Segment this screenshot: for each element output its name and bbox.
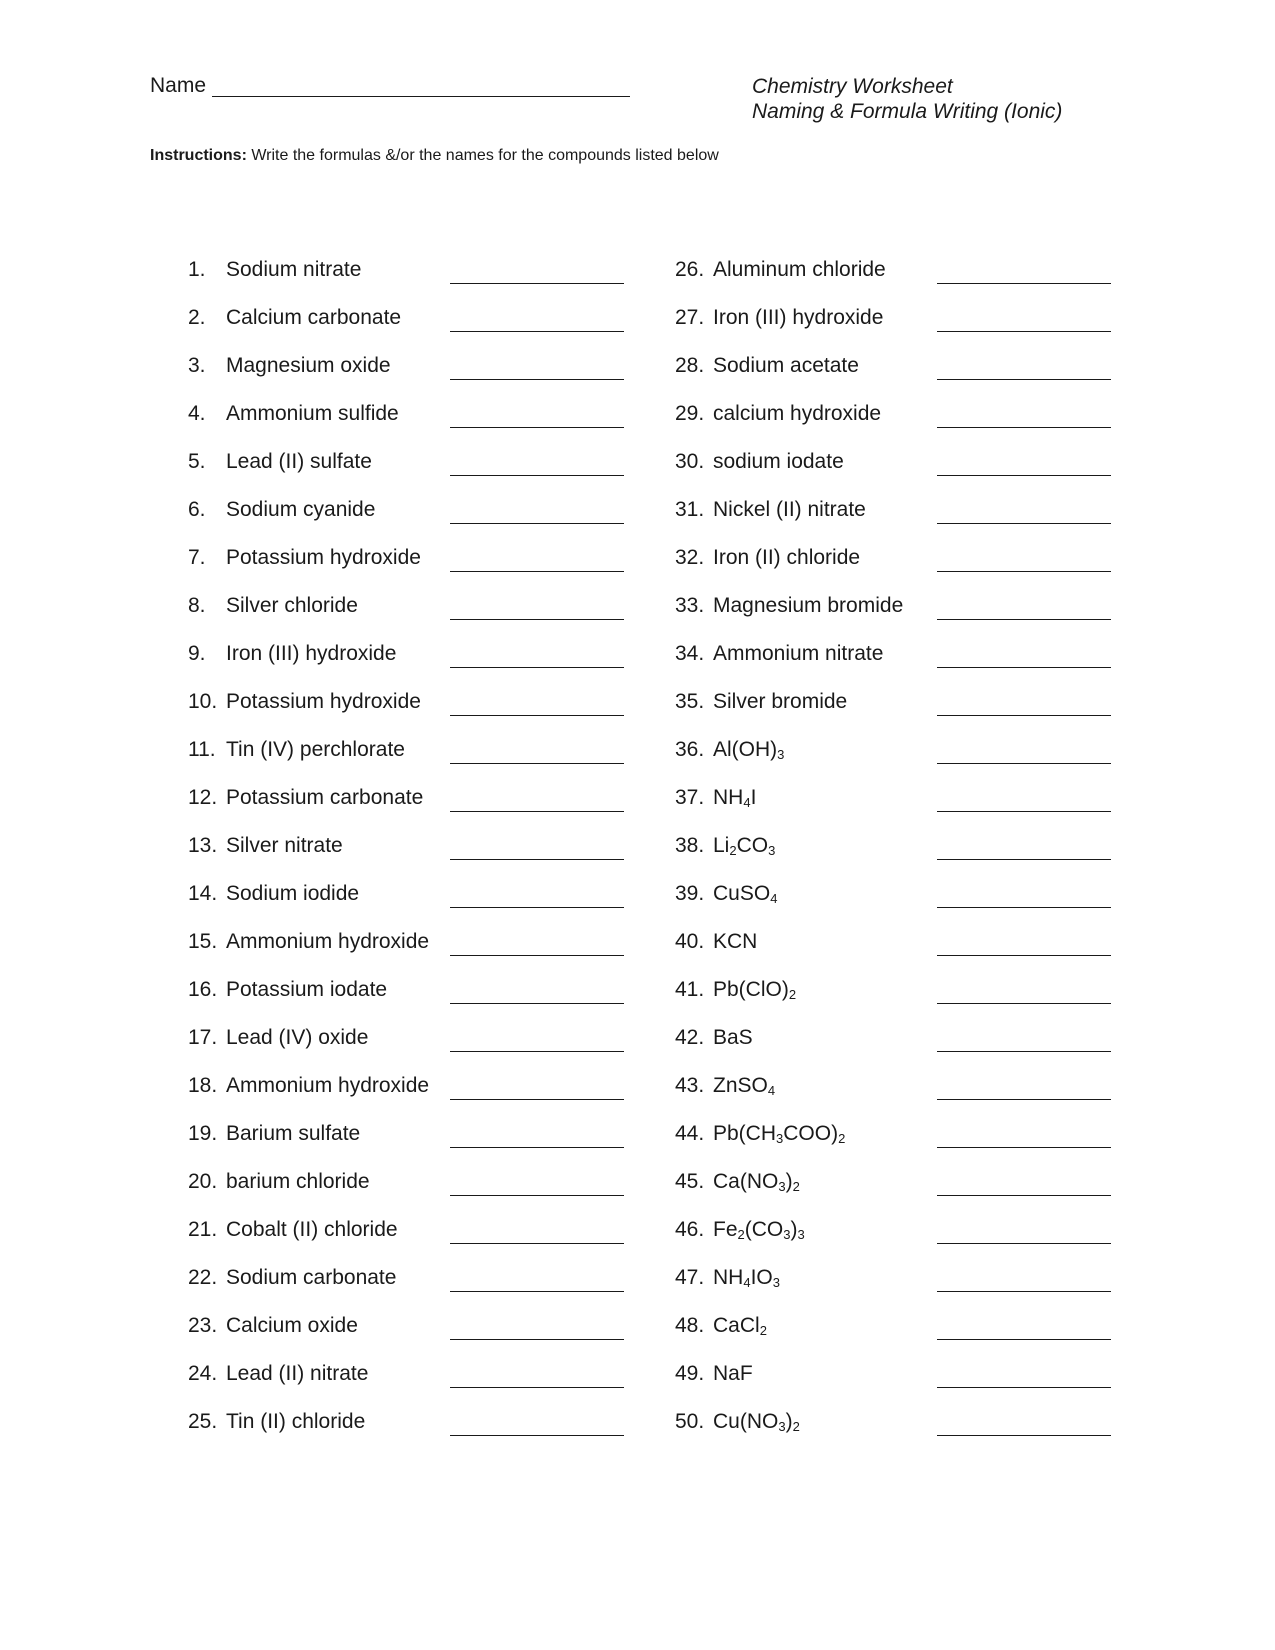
answer-blank[interactable] bbox=[937, 955, 1111, 956]
answer-blank[interactable] bbox=[937, 475, 1111, 476]
answer-blank[interactable] bbox=[937, 1387, 1111, 1388]
compound-name: barium chloride bbox=[226, 1170, 370, 1193]
answer-blank[interactable] bbox=[450, 379, 624, 380]
compound-name: Magnesium oxide bbox=[226, 354, 391, 377]
formula-subscript: 4 bbox=[743, 795, 751, 810]
answer-blank[interactable] bbox=[450, 667, 624, 668]
compound-name: Ammonium hydroxide bbox=[226, 1074, 430, 1097]
answer-blank[interactable] bbox=[450, 571, 624, 572]
compound-formula bbox=[713, 1074, 775, 1098]
formula-subscript: 2 bbox=[792, 1419, 800, 1434]
question-number: 19. bbox=[188, 1122, 218, 1145]
answer-blank[interactable] bbox=[450, 1435, 624, 1436]
compound-formula bbox=[713, 1410, 800, 1434]
instructions-label: Instructions: bbox=[150, 147, 247, 164]
formula-subscript: 3 bbox=[776, 1131, 784, 1146]
instructions-text: Write the formulas &/or the names for the compounds listed below bbox=[251, 147, 719, 164]
formula-segment: IO bbox=[750, 1266, 773, 1289]
question-number: 15. bbox=[188, 930, 218, 953]
answer-blank[interactable] bbox=[937, 715, 1111, 716]
compound-formula bbox=[713, 1170, 800, 1194]
question-number: 2. bbox=[188, 306, 206, 329]
answer-blank[interactable] bbox=[450, 1291, 624, 1292]
compound-formula bbox=[713, 1266, 780, 1290]
answer-blank[interactable] bbox=[937, 427, 1111, 428]
answer-blank[interactable] bbox=[450, 715, 624, 716]
compound-name: sodium iodate bbox=[713, 450, 844, 473]
answer-blank[interactable] bbox=[450, 1195, 624, 1196]
compound-formula bbox=[713, 1026, 753, 1050]
question-number: 9. bbox=[188, 642, 206, 665]
compound-name: Silver nitrate bbox=[226, 834, 343, 857]
question-number: 34. bbox=[675, 642, 705, 665]
answer-blank[interactable] bbox=[450, 1099, 624, 1100]
compound-name: calcium hydroxide bbox=[713, 402, 882, 425]
formula-subscript: 3 bbox=[777, 747, 785, 762]
formula-segment: BaS bbox=[713, 1026, 753, 1049]
answer-blank[interactable] bbox=[937, 1099, 1111, 1100]
compound-formula bbox=[713, 978, 796, 1002]
compound-name: Cobalt (II) chloride bbox=[226, 1218, 398, 1241]
question-number: 36. bbox=[675, 738, 705, 761]
question-number: 11. bbox=[188, 738, 216, 761]
question-number: 6. bbox=[188, 498, 206, 521]
formula-segment: Fe bbox=[713, 1218, 738, 1241]
compound-name: Barium sulfate bbox=[226, 1122, 361, 1145]
compound-formula bbox=[713, 1362, 753, 1386]
question-number: 41. bbox=[675, 978, 705, 1001]
answer-blank[interactable] bbox=[450, 619, 624, 620]
compound-name: Sodium carbonate bbox=[226, 1266, 397, 1289]
question-number: 16. bbox=[188, 978, 218, 1001]
question-number: 28. bbox=[675, 354, 705, 377]
question-number: 48. bbox=[675, 1314, 705, 1337]
question-number: 31. bbox=[675, 498, 705, 521]
compound-name: Aluminum chloride bbox=[713, 258, 886, 281]
compound-name: Sodium iodide bbox=[226, 882, 360, 905]
question-number: 42. bbox=[675, 1026, 705, 1049]
formula-segment: I bbox=[750, 786, 757, 809]
formula-segment: ) bbox=[790, 1218, 798, 1241]
formula-segment: Pb(ClO) bbox=[713, 978, 789, 1001]
question-number: 43. bbox=[675, 1074, 705, 1097]
answer-blank[interactable] bbox=[937, 1243, 1111, 1244]
compound-formula bbox=[713, 882, 777, 906]
question-number: 14. bbox=[188, 882, 218, 905]
compound-name: Calcium carbonate bbox=[226, 306, 402, 329]
compound-name: Silver bromide bbox=[713, 690, 848, 713]
answer-blank[interactable] bbox=[937, 811, 1111, 812]
formula-segment: Cu(NO bbox=[713, 1410, 779, 1433]
compound-name: Iron (III) hydroxide bbox=[713, 306, 884, 329]
formula-segment: COO) bbox=[783, 1122, 839, 1145]
formula-segment: (CO bbox=[744, 1218, 784, 1241]
formula-segment: NH bbox=[713, 786, 744, 809]
compound-name: Lead (II) sulfate bbox=[226, 450, 372, 473]
formula-subscript: 3 bbox=[783, 1227, 791, 1242]
answer-blank[interactable] bbox=[450, 1051, 624, 1052]
answer-blank[interactable] bbox=[450, 427, 624, 428]
formula-subscript: 3 bbox=[778, 1419, 786, 1434]
answer-blank[interactable] bbox=[450, 811, 624, 812]
compound-name: Potassium hydroxide bbox=[226, 546, 421, 569]
worksheet-title bbox=[752, 74, 1062, 124]
question-number: 25. bbox=[188, 1410, 218, 1433]
formula-subscript: 2 bbox=[737, 1227, 745, 1242]
answer-blank[interactable] bbox=[937, 619, 1111, 620]
question-number: 45. bbox=[675, 1170, 705, 1193]
formula-segment: Ca(NO bbox=[713, 1170, 779, 1193]
question-number: 3. bbox=[188, 354, 206, 377]
formula-segment: CO bbox=[736, 834, 769, 857]
question-number: 27. bbox=[675, 306, 705, 329]
compound-name: Ammonium hydroxide bbox=[226, 930, 430, 953]
question-number: 21. bbox=[188, 1218, 218, 1241]
question-number: 38. bbox=[675, 834, 705, 857]
question-number: 18. bbox=[188, 1074, 218, 1097]
compound-name: Silver chloride bbox=[226, 594, 358, 617]
compound-name: Sodium cyanide bbox=[226, 498, 376, 521]
answer-blank[interactable] bbox=[450, 1243, 624, 1244]
compound-formula bbox=[713, 738, 784, 762]
question-number: 13. bbox=[188, 834, 218, 857]
compound-name: Sodium acetate bbox=[713, 354, 859, 377]
answer-blank[interactable] bbox=[937, 1291, 1111, 1292]
compound-name: Magnesium bromide bbox=[713, 594, 904, 617]
compound-name: Calcium oxide bbox=[226, 1314, 358, 1337]
formula-subscript: 2 bbox=[792, 1179, 800, 1194]
formula-segment: ) bbox=[785, 1170, 793, 1193]
formula-subscript: 2 bbox=[759, 1323, 767, 1338]
compound-name: Lead (IV) oxide bbox=[226, 1026, 369, 1049]
formula-segment: Pb(CH bbox=[713, 1122, 777, 1145]
title-line-1: Chemistry Worksheet bbox=[752, 75, 953, 98]
answer-blank[interactable] bbox=[450, 1003, 624, 1004]
name-input-line[interactable] bbox=[212, 96, 630, 97]
answer-blank[interactable] bbox=[937, 859, 1111, 860]
answer-blank[interactable] bbox=[450, 283, 624, 284]
question-number: 1. bbox=[188, 258, 206, 281]
answer-blank[interactable] bbox=[450, 331, 624, 332]
question-number: 49. bbox=[675, 1362, 705, 1385]
formula-segment: KCN bbox=[713, 930, 758, 953]
answer-blank[interactable] bbox=[937, 571, 1111, 572]
answer-blank[interactable] bbox=[450, 907, 624, 908]
compound-formula bbox=[713, 930, 757, 954]
formula-segment: NH bbox=[713, 1266, 744, 1289]
question-number: 32. bbox=[675, 546, 705, 569]
compound-name: Potassium iodate bbox=[226, 978, 388, 1001]
answer-blank[interactable] bbox=[937, 1147, 1111, 1148]
formula-subscript: 4 bbox=[743, 1275, 751, 1290]
question-number: 47. bbox=[675, 1266, 705, 1289]
compound-formula bbox=[713, 1218, 805, 1242]
formula-segment: CaCl bbox=[713, 1314, 760, 1337]
question-number: 4. bbox=[188, 402, 206, 425]
formula-segment: Li bbox=[713, 834, 730, 857]
question-number: 39. bbox=[675, 882, 705, 905]
compound-name: Ammonium nitrate bbox=[713, 642, 884, 665]
question-number: 7. bbox=[188, 546, 206, 569]
name-label: Name bbox=[150, 74, 207, 97]
instructions bbox=[150, 146, 719, 166]
formula-segment: ZnSO bbox=[713, 1074, 768, 1097]
question-number: 22. bbox=[188, 1266, 218, 1289]
compound-name: Ammonium sulfide bbox=[226, 402, 399, 425]
answer-blank[interactable] bbox=[450, 955, 624, 956]
compound-formula bbox=[713, 834, 775, 858]
question-number: 44. bbox=[675, 1122, 705, 1145]
question-number: 8. bbox=[188, 594, 206, 617]
formula-segment: NaF bbox=[713, 1362, 753, 1385]
answer-blank[interactable] bbox=[937, 907, 1111, 908]
question-number: 40. bbox=[675, 930, 705, 953]
question-number: 46. bbox=[675, 1218, 705, 1241]
formula-subscript: 2 bbox=[838, 1131, 846, 1146]
question-number: 33. bbox=[675, 594, 705, 617]
answer-blank[interactable] bbox=[450, 1339, 624, 1340]
compound-name: Sodium nitrate bbox=[226, 258, 362, 281]
answer-blank[interactable] bbox=[450, 859, 624, 860]
question-number: 10. bbox=[188, 690, 218, 713]
answer-blank[interactable] bbox=[937, 1051, 1111, 1052]
formula-segment: ) bbox=[785, 1410, 793, 1433]
formula-subscript: 4 bbox=[767, 1083, 776, 1098]
answer-blank[interactable] bbox=[450, 523, 624, 524]
question-number: 12. bbox=[188, 786, 218, 809]
question-number: 20. bbox=[188, 1170, 218, 1193]
answer-blank[interactable] bbox=[937, 1339, 1111, 1340]
question-number: 37. bbox=[675, 786, 705, 809]
question-number: 29. bbox=[675, 402, 705, 425]
answer-blank[interactable] bbox=[937, 1195, 1111, 1196]
question-number: 5. bbox=[188, 450, 206, 473]
answer-blank[interactable] bbox=[937, 667, 1111, 668]
answer-blank[interactable] bbox=[937, 1003, 1111, 1004]
question-number: 24. bbox=[188, 1362, 218, 1385]
question-number: 26. bbox=[675, 258, 705, 281]
question-number: 35. bbox=[675, 690, 705, 713]
answer-blank[interactable] bbox=[937, 763, 1111, 764]
formula-subscript: 2 bbox=[788, 987, 797, 1002]
compound-name: Lead (II) nitrate bbox=[226, 1362, 369, 1385]
answer-blank[interactable] bbox=[450, 1147, 624, 1148]
formula-segment: CuSO bbox=[713, 882, 771, 905]
compound-formula bbox=[713, 786, 756, 810]
compound-name: Iron (III) hydroxide bbox=[226, 642, 397, 665]
answer-blank[interactable] bbox=[450, 763, 624, 764]
question-number: 50. bbox=[675, 1410, 705, 1433]
question-number: 17. bbox=[188, 1026, 218, 1049]
answer-blank[interactable] bbox=[450, 475, 624, 476]
question-number: 23. bbox=[188, 1314, 218, 1337]
compound-name: Nickel (II) nitrate bbox=[713, 498, 866, 521]
compound-name: Iron (II) chloride bbox=[713, 546, 861, 569]
formula-subscript: 3 bbox=[797, 1227, 805, 1242]
formula-subscript: 3 bbox=[772, 1275, 780, 1290]
compound-name: Tin (IV) perchlorate bbox=[226, 738, 405, 761]
compound-formula bbox=[713, 1122, 845, 1146]
formula-subscript: 4 bbox=[770, 891, 778, 906]
question-number: 30. bbox=[675, 450, 705, 473]
compound-name: Potassium hydroxide bbox=[226, 690, 421, 713]
answer-blank[interactable] bbox=[450, 1387, 624, 1388]
answer-blank[interactable] bbox=[937, 379, 1111, 380]
answer-blank[interactable] bbox=[937, 331, 1111, 332]
answer-blank[interactable] bbox=[937, 1435, 1111, 1436]
compound-name: Tin (II) chloride bbox=[226, 1410, 366, 1433]
compound-name: Potassium carbonate bbox=[226, 786, 424, 809]
formula-segment: Al(OH) bbox=[713, 738, 778, 761]
compound-formula bbox=[713, 1314, 767, 1338]
formula-subscript: 3 bbox=[768, 843, 776, 858]
answer-blank[interactable] bbox=[937, 283, 1111, 284]
formula-subscript: 2 bbox=[729, 843, 737, 858]
title-line-2: Naming & Formula Writing (Ionic) bbox=[752, 100, 1063, 123]
answer-blank[interactable] bbox=[937, 523, 1111, 524]
formula-subscript: 3 bbox=[778, 1179, 786, 1194]
